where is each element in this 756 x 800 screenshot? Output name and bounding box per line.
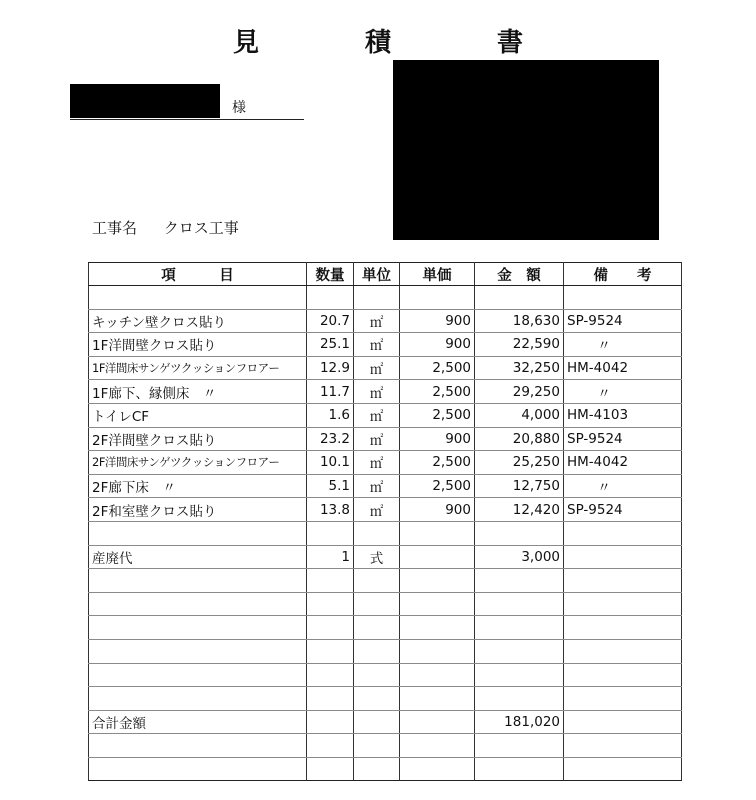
cell-qty — [307, 521, 354, 545]
cell-unit — [354, 710, 400, 734]
table-row — [89, 545, 682, 569]
cell-unit — [354, 757, 400, 781]
cell-item: 2F洋間壁クロス貼り — [89, 427, 307, 451]
table-row — [89, 356, 682, 380]
cell-price — [400, 663, 475, 687]
cell-unit — [354, 734, 400, 758]
table-row — [89, 403, 682, 427]
cell-unit — [354, 592, 400, 616]
cell-item: 2F洋間床サンゲツクッションフロアー — [89, 451, 307, 475]
cell-price: 2,500 — [400, 356, 475, 380]
cell-amount: 3,000 — [475, 545, 564, 569]
cell-unit: ㎡ — [354, 498, 400, 522]
cell-note — [564, 592, 682, 616]
cell-item: 2F廊下床 〃 — [89, 474, 307, 498]
redacted-client-name — [70, 84, 220, 118]
cell-unit: 式 — [354, 545, 400, 569]
cell-note: 〃 — [564, 333, 682, 357]
cell-amount — [475, 734, 564, 758]
cell-item: 1F洋間壁クロス貼り — [89, 333, 307, 357]
cell-note: HM-4103 — [564, 403, 682, 427]
cell-item — [89, 687, 307, 711]
cell-note — [564, 286, 682, 310]
cell-amount — [475, 687, 564, 711]
table-row — [89, 734, 682, 758]
cell-amount: 181,020 — [475, 710, 564, 734]
cell-price — [400, 687, 475, 711]
cell-unit: ㎡ — [354, 309, 400, 333]
cell-qty — [307, 286, 354, 310]
cell-qty: 12.9 — [307, 356, 354, 380]
cell-item: 1F廊下、縁側床 〃 — [89, 380, 307, 404]
cell-note — [564, 616, 682, 640]
cell-unit: ㎡ — [354, 451, 400, 475]
table-row — [89, 380, 682, 404]
cell-note: HM-4042 — [564, 356, 682, 380]
cell-qty: 13.8 — [307, 498, 354, 522]
table-row — [89, 498, 682, 522]
project-line — [92, 217, 239, 238]
cell-unit — [354, 569, 400, 593]
cell-unit — [354, 521, 400, 545]
cell-amount — [475, 592, 564, 616]
table-row — [89, 451, 682, 475]
cell-price: 900 — [400, 427, 475, 451]
cell-qty: 1.6 — [307, 403, 354, 427]
table-row — [89, 687, 682, 711]
cell-price: 900 — [400, 498, 475, 522]
cell-qty — [307, 734, 354, 758]
cell-amount: 12,420 — [475, 498, 564, 522]
cell-price: 2,500 — [400, 403, 475, 427]
table-row — [89, 639, 682, 663]
cell-amount: 4,000 — [475, 403, 564, 427]
cell-amount: 12,750 — [475, 474, 564, 498]
honorific-label: 様 — [232, 100, 246, 116]
cell-item — [89, 569, 307, 593]
table-row — [89, 569, 682, 593]
table-row — [89, 616, 682, 640]
cell-note — [564, 757, 682, 781]
cell-note — [564, 710, 682, 734]
table-row — [89, 309, 682, 333]
cell-price — [400, 710, 475, 734]
cell-qty: 20.7 — [307, 309, 354, 333]
project-name: クロス工事 — [163, 219, 239, 237]
cell-price — [400, 521, 475, 545]
cell-item — [89, 286, 307, 310]
table-row — [89, 592, 682, 616]
cell-note: HM-4042 — [564, 451, 682, 475]
client-name-underline — [70, 119, 304, 120]
document-title: 見 積 書 — [232, 28, 563, 58]
header-item: 項 目 — [89, 263, 307, 286]
estimate-table — [88, 262, 682, 781]
cell-note: SP-9524 — [564, 309, 682, 333]
cell-item — [89, 663, 307, 687]
cell-qty — [307, 639, 354, 663]
table-row — [89, 710, 682, 734]
cell-qty — [307, 663, 354, 687]
cell-item — [89, 639, 307, 663]
cell-price — [400, 592, 475, 616]
cell-note: SP-9524 — [564, 427, 682, 451]
cell-note: 〃 — [564, 474, 682, 498]
table-row — [89, 286, 682, 310]
cell-price: 2,500 — [400, 380, 475, 404]
cell-qty: 10.1 — [307, 451, 354, 475]
header-note: 備 考 — [564, 263, 682, 286]
cell-unit — [354, 639, 400, 663]
header-price: 単価 — [400, 263, 475, 286]
table-row — [89, 427, 682, 451]
cell-qty — [307, 592, 354, 616]
cell-price — [400, 757, 475, 781]
cell-amount — [475, 616, 564, 640]
cell-amount — [475, 757, 564, 781]
cell-amount — [475, 286, 564, 310]
cell-note — [564, 545, 682, 569]
cell-price: 900 — [400, 333, 475, 357]
project-label: 工事名 — [92, 219, 138, 237]
cell-unit — [354, 616, 400, 640]
cell-amount — [475, 521, 564, 545]
cell-price — [400, 616, 475, 640]
cell-item: 産廃代 — [89, 545, 307, 569]
cell-unit — [354, 687, 400, 711]
cell-note: 〃 — [564, 380, 682, 404]
cell-qty — [307, 569, 354, 593]
cell-price — [400, 286, 475, 310]
cell-qty — [307, 710, 354, 734]
cell-price — [400, 734, 475, 758]
cell-qty — [307, 687, 354, 711]
cell-price — [400, 639, 475, 663]
cell-item — [89, 616, 307, 640]
cell-qty: 1 — [307, 545, 354, 569]
table-row — [89, 333, 682, 357]
cell-note: SP-9524 — [564, 498, 682, 522]
cell-price — [400, 569, 475, 593]
cell-price: 900 — [400, 309, 475, 333]
cell-unit: ㎡ — [354, 356, 400, 380]
cell-note — [564, 569, 682, 593]
cell-price: 2,500 — [400, 451, 475, 475]
cell-item — [89, 734, 307, 758]
cell-amount — [475, 569, 564, 593]
cell-qty — [307, 616, 354, 640]
cell-amount: 20,880 — [475, 427, 564, 451]
cell-item — [89, 757, 307, 781]
cell-note — [564, 687, 682, 711]
cell-amount: 29,250 — [475, 380, 564, 404]
cell-qty: 5.1 — [307, 474, 354, 498]
cell-price — [400, 545, 475, 569]
cell-qty: 11.7 — [307, 380, 354, 404]
cell-qty: 25.1 — [307, 333, 354, 357]
cell-unit: ㎡ — [354, 333, 400, 357]
cell-unit — [354, 286, 400, 310]
redacted-company-info — [393, 60, 659, 240]
table-row — [89, 521, 682, 545]
cell-unit: ㎡ — [354, 427, 400, 451]
cell-note — [564, 639, 682, 663]
cell-amount: 32,250 — [475, 356, 564, 380]
cell-note — [564, 521, 682, 545]
table-row — [89, 663, 682, 687]
header-unit: 単位 — [354, 263, 400, 286]
cell-item — [89, 592, 307, 616]
cell-item: トイレCF — [89, 403, 307, 427]
cell-qty: 23.2 — [307, 427, 354, 451]
cell-unit: ㎡ — [354, 474, 400, 498]
cell-amount — [475, 663, 564, 687]
table-header-row — [89, 263, 682, 286]
cell-amount: 25,250 — [475, 451, 564, 475]
cell-price: 2,500 — [400, 474, 475, 498]
table-row — [89, 757, 682, 781]
cell-item: 1F洋間床サンゲツクッションフロアー — [89, 356, 307, 380]
cell-amount: 18,630 — [475, 309, 564, 333]
cell-item: 合計金額 — [89, 710, 307, 734]
header-qty: 数量 — [307, 263, 354, 286]
header-amount: 金 額 — [475, 263, 564, 286]
cell-qty — [307, 757, 354, 781]
cell-unit — [354, 663, 400, 687]
cell-unit: ㎡ — [354, 403, 400, 427]
cell-unit: ㎡ — [354, 380, 400, 404]
cell-amount — [475, 639, 564, 663]
cell-amount: 22,590 — [475, 333, 564, 357]
cell-item: キッチン壁クロス貼り — [89, 309, 307, 333]
cell-item: 2F和室壁クロス貼り — [89, 498, 307, 522]
cell-item — [89, 521, 307, 545]
cell-note — [564, 663, 682, 687]
table-row — [89, 474, 682, 498]
cell-note — [564, 734, 682, 758]
